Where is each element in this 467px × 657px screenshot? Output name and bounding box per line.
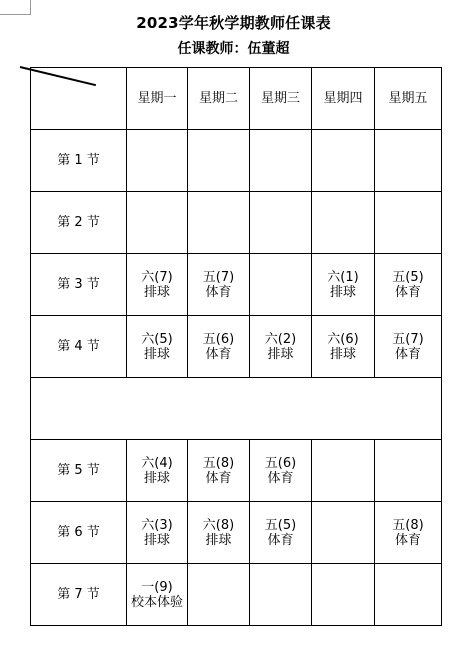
class-code: 五(8) [392,517,424,533]
subject-name: 体育 [394,532,421,548]
corner-header-cell [31,68,127,130]
break-cell [31,378,442,440]
class-cell [188,316,250,378]
document-title: 2023学年秋学期教师任课表 [136,14,331,32]
day-header-cell: 星期二 [188,68,250,130]
period-label-cell: 第 2 节 [31,192,127,254]
period-row [31,192,442,254]
class-cell [188,130,250,192]
subject-name: 排球 [143,532,170,548]
class-cell [188,440,250,502]
class-cell [375,502,442,564]
subject-name: 排球 [143,284,170,300]
subject-name: 排球 [143,346,170,362]
class-cell [312,564,375,626]
period-label-cell: 第 3 节 [31,254,127,316]
class-code: 六(7) [141,269,173,285]
class-code: 六(6) [327,331,359,347]
subject-name: 排球 [329,346,356,362]
subject-name: 体育 [267,470,294,486]
period-label-cell: 第 5 节 [31,440,127,502]
subject-name: 体育 [205,470,232,486]
timetable-body [31,68,442,626]
class-cell [250,564,312,626]
subject-name: 体育 [394,346,421,362]
class-cell [312,130,375,192]
class-code: 六(2) [264,331,297,347]
class-code: 六(4) [141,455,173,471]
day-header-cell: 星期四 [312,68,375,130]
class-code: 五(6) [202,331,235,347]
class-cell [250,440,312,502]
class-cell [312,192,375,254]
class-cell [375,192,442,254]
class-cell [375,564,442,626]
class-cell [375,316,442,378]
timetable [30,67,442,626]
teacher-name-line: 任课教师：伍董超 [177,41,290,57]
class-cell [250,130,312,192]
day-header-cell: 星期一 [127,68,188,130]
class-cell [375,130,442,192]
period-row [31,254,442,316]
period-row [31,130,442,192]
class-cell [127,440,188,502]
class-code: 五(8) [202,455,235,471]
class-code: 六(3) [141,517,173,533]
class-cell [188,192,250,254]
class-cell [127,564,188,626]
header-row [31,68,442,130]
subject-name: 体育 [205,346,232,362]
class-cell [127,192,188,254]
day-header-cell: 星期三 [250,68,312,130]
class-cell [375,254,442,316]
class-code: 一(9) [141,579,173,595]
break-row [31,378,442,440]
period-label-cell: 第 1 节 [31,130,127,192]
class-code: 六(1) [327,269,359,285]
period-label-cell: 第 7 节 [31,564,127,626]
class-code: 五(6) [264,455,297,471]
subject-name: 排球 [143,470,170,486]
class-cell [127,316,188,378]
period-row [31,564,442,626]
class-cell [127,502,188,564]
class-code: 五(5) [392,269,424,285]
class-cell [312,440,375,502]
class-code: 五(5) [264,517,297,533]
class-cell [375,440,442,502]
class-cell [250,254,312,316]
class-code: 五(7) [392,331,424,347]
class-cell [312,254,375,316]
class-cell [188,254,250,316]
period-label-cell: 第 4 节 [31,316,127,378]
subject-name: 体育 [394,284,421,300]
subject-name: 体育 [205,284,232,300]
subject-name: 体育 [267,532,294,548]
class-cell [250,502,312,564]
class-cell [127,130,188,192]
subject-name: 排球 [329,284,356,300]
class-cell [188,502,250,564]
class-cell [312,316,375,378]
class-code: 五(7) [202,269,235,285]
class-cell [188,564,250,626]
class-cell [250,192,312,254]
subject-name: 排球 [205,532,232,548]
class-cell [250,316,312,378]
class-cell [127,254,188,316]
subject-name: 校本体验 [130,594,183,610]
period-label-cell: 第 6 节 [31,502,127,564]
class-code: 六(8) [202,517,235,533]
subject-name: 排球 [267,346,294,362]
day-header-cell: 星期五 [375,68,442,130]
period-row [31,440,442,502]
class-cell [312,502,375,564]
period-row [31,502,442,564]
class-code: 六(5) [141,331,173,347]
period-row [31,316,442,378]
